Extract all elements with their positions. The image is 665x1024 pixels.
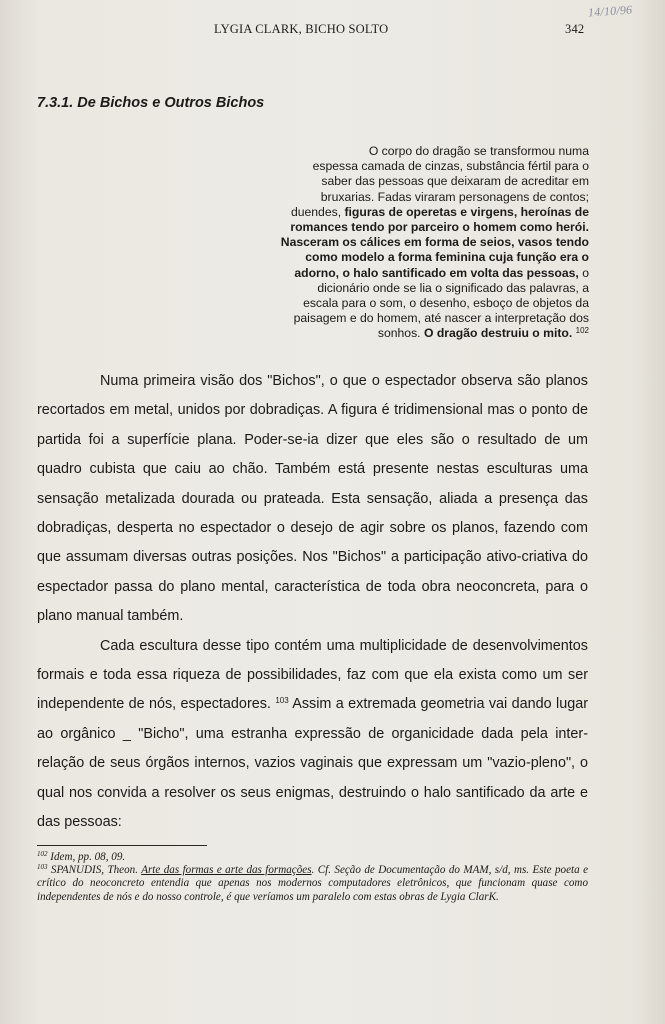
epigraph-line: paisagem e do homem, até nascer a interpretação dos bbox=[293, 311, 589, 326]
epigraph-bold: romances tendo por parceiro o homem como herói. bbox=[290, 220, 589, 235]
footnote-divider bbox=[37, 845, 207, 846]
body-text bbox=[37, 367, 588, 838]
epigraph-line: duendes, bbox=[290, 204, 345, 219]
paragraph-1: Numa primeira visão dos "Bichos", o que o espectador observa são planos recortados em metal, unidos por dobradiças. A figura é tridimensional mas o ponto de partida foi a superfície plana. Poder-se-ia dizer que eles são o resultado de um quadro cubista que caiu ao chão. Também está presente nestas esculturas uma sensação metalizada dourada ou prateada. Esta sensação, aliada a presença das dobradiças, desperta no espectador o desejo de agir sobre os planos, fazendo com que assumam diversas outras posições. Nos "Bichos" a participação ativo-criativa do espectador passa do plano mental, característica de toda obra neoconcreta, para o plano manual também. bbox=[37, 373, 588, 625]
epigraph-bold: figuras de operetas e virgens, heroínas de bbox=[344, 204, 589, 219]
footnote-number: 103 bbox=[37, 863, 48, 872]
footnote-102 bbox=[37, 851, 588, 864]
cited-work-title: Arte das formas e arte das formações bbox=[141, 864, 312, 877]
paragraph-2-text-a: Cada escultura desse tipo contém uma multiplicidade de desenvolvimentos formais e toda essa riqueza de possibilidades, faz com que ela exista como um ser independente de nós, espectadores. bbox=[37, 637, 588, 713]
section-title: 7.3.1. De Bichos e Outros Bichos bbox=[37, 95, 265, 111]
epigraph-line: bruxarias. Fadas viraram personagens de contos; bbox=[320, 189, 589, 204]
epigraph-line: dicionário onde se lia o significado das palavras, a bbox=[317, 280, 589, 295]
epigraph-bold: O dragão destruiu o mito. bbox=[423, 326, 573, 341]
epigraph-quote bbox=[240, 144, 589, 342]
footnote-text: . Cf. Seção de Documentação do MAM, s/d, ms. Este poeta e crítico do neoconcreto entendia que apenas nos modernos computadores eletrônicos, que funcionam quase como independentes de nós e do nosso controle, é que veríamos um paralelo com estas obras de Lygia ClarK. bbox=[37, 864, 588, 903]
epigraph-line: o bbox=[578, 265, 589, 280]
footnote-text: Idem, pp. 08, 09. bbox=[47, 851, 126, 863]
epigraph-line: sonhos. bbox=[377, 326, 424, 341]
epigraph-bold: Nasceram os cálices em forma de seios, vasos tendo bbox=[280, 235, 589, 250]
header-title: LYGIA CLARK, BICHO SOLTO bbox=[214, 22, 389, 36]
epigraph-bold: adorno, o halo santificado em volta das pessoas, bbox=[294, 265, 579, 280]
epigraph-line: espessa camada de cinzas, substância fértil para o bbox=[312, 159, 589, 174]
page-number: 342 bbox=[565, 22, 585, 36]
paragraph-2-text-b: Assim a extremada geometria vai dando lugar ao orgânico _ "Bicho", uma estranha expressão de organicidade dada pela inter-relação de seus órgãos internos, vazios vaginais que expressam um "vazio-pleno", o qual nos convida a resolver os seus enigmas, destruindo o halo santificado da arte e das pessoas: bbox=[37, 696, 589, 831]
footnote-text: SPANUDIS, Theon. bbox=[47, 864, 142, 877]
epigraph-line: O corpo do dragão se transformou numa bbox=[368, 144, 589, 158]
footnote-ref: 102 bbox=[575, 326, 589, 336]
epigraph-line: escala para o som, o desenho, esboço de objetos da bbox=[303, 296, 589, 311]
paragraph-2 bbox=[37, 632, 588, 838]
footnotes bbox=[37, 851, 588, 904]
footnote-103 bbox=[37, 864, 588, 904]
footnote-number: 102 bbox=[37, 850, 48, 858]
epigraph-bold: como modelo a forma feminina cuja função era o bbox=[305, 250, 589, 265]
archive-stamp: 14/10/96 bbox=[587, 2, 633, 20]
epigraph-line: saber das pessoas que deixaram de acreditar em bbox=[321, 174, 589, 189]
footnote-ref: 103 bbox=[275, 696, 289, 706]
